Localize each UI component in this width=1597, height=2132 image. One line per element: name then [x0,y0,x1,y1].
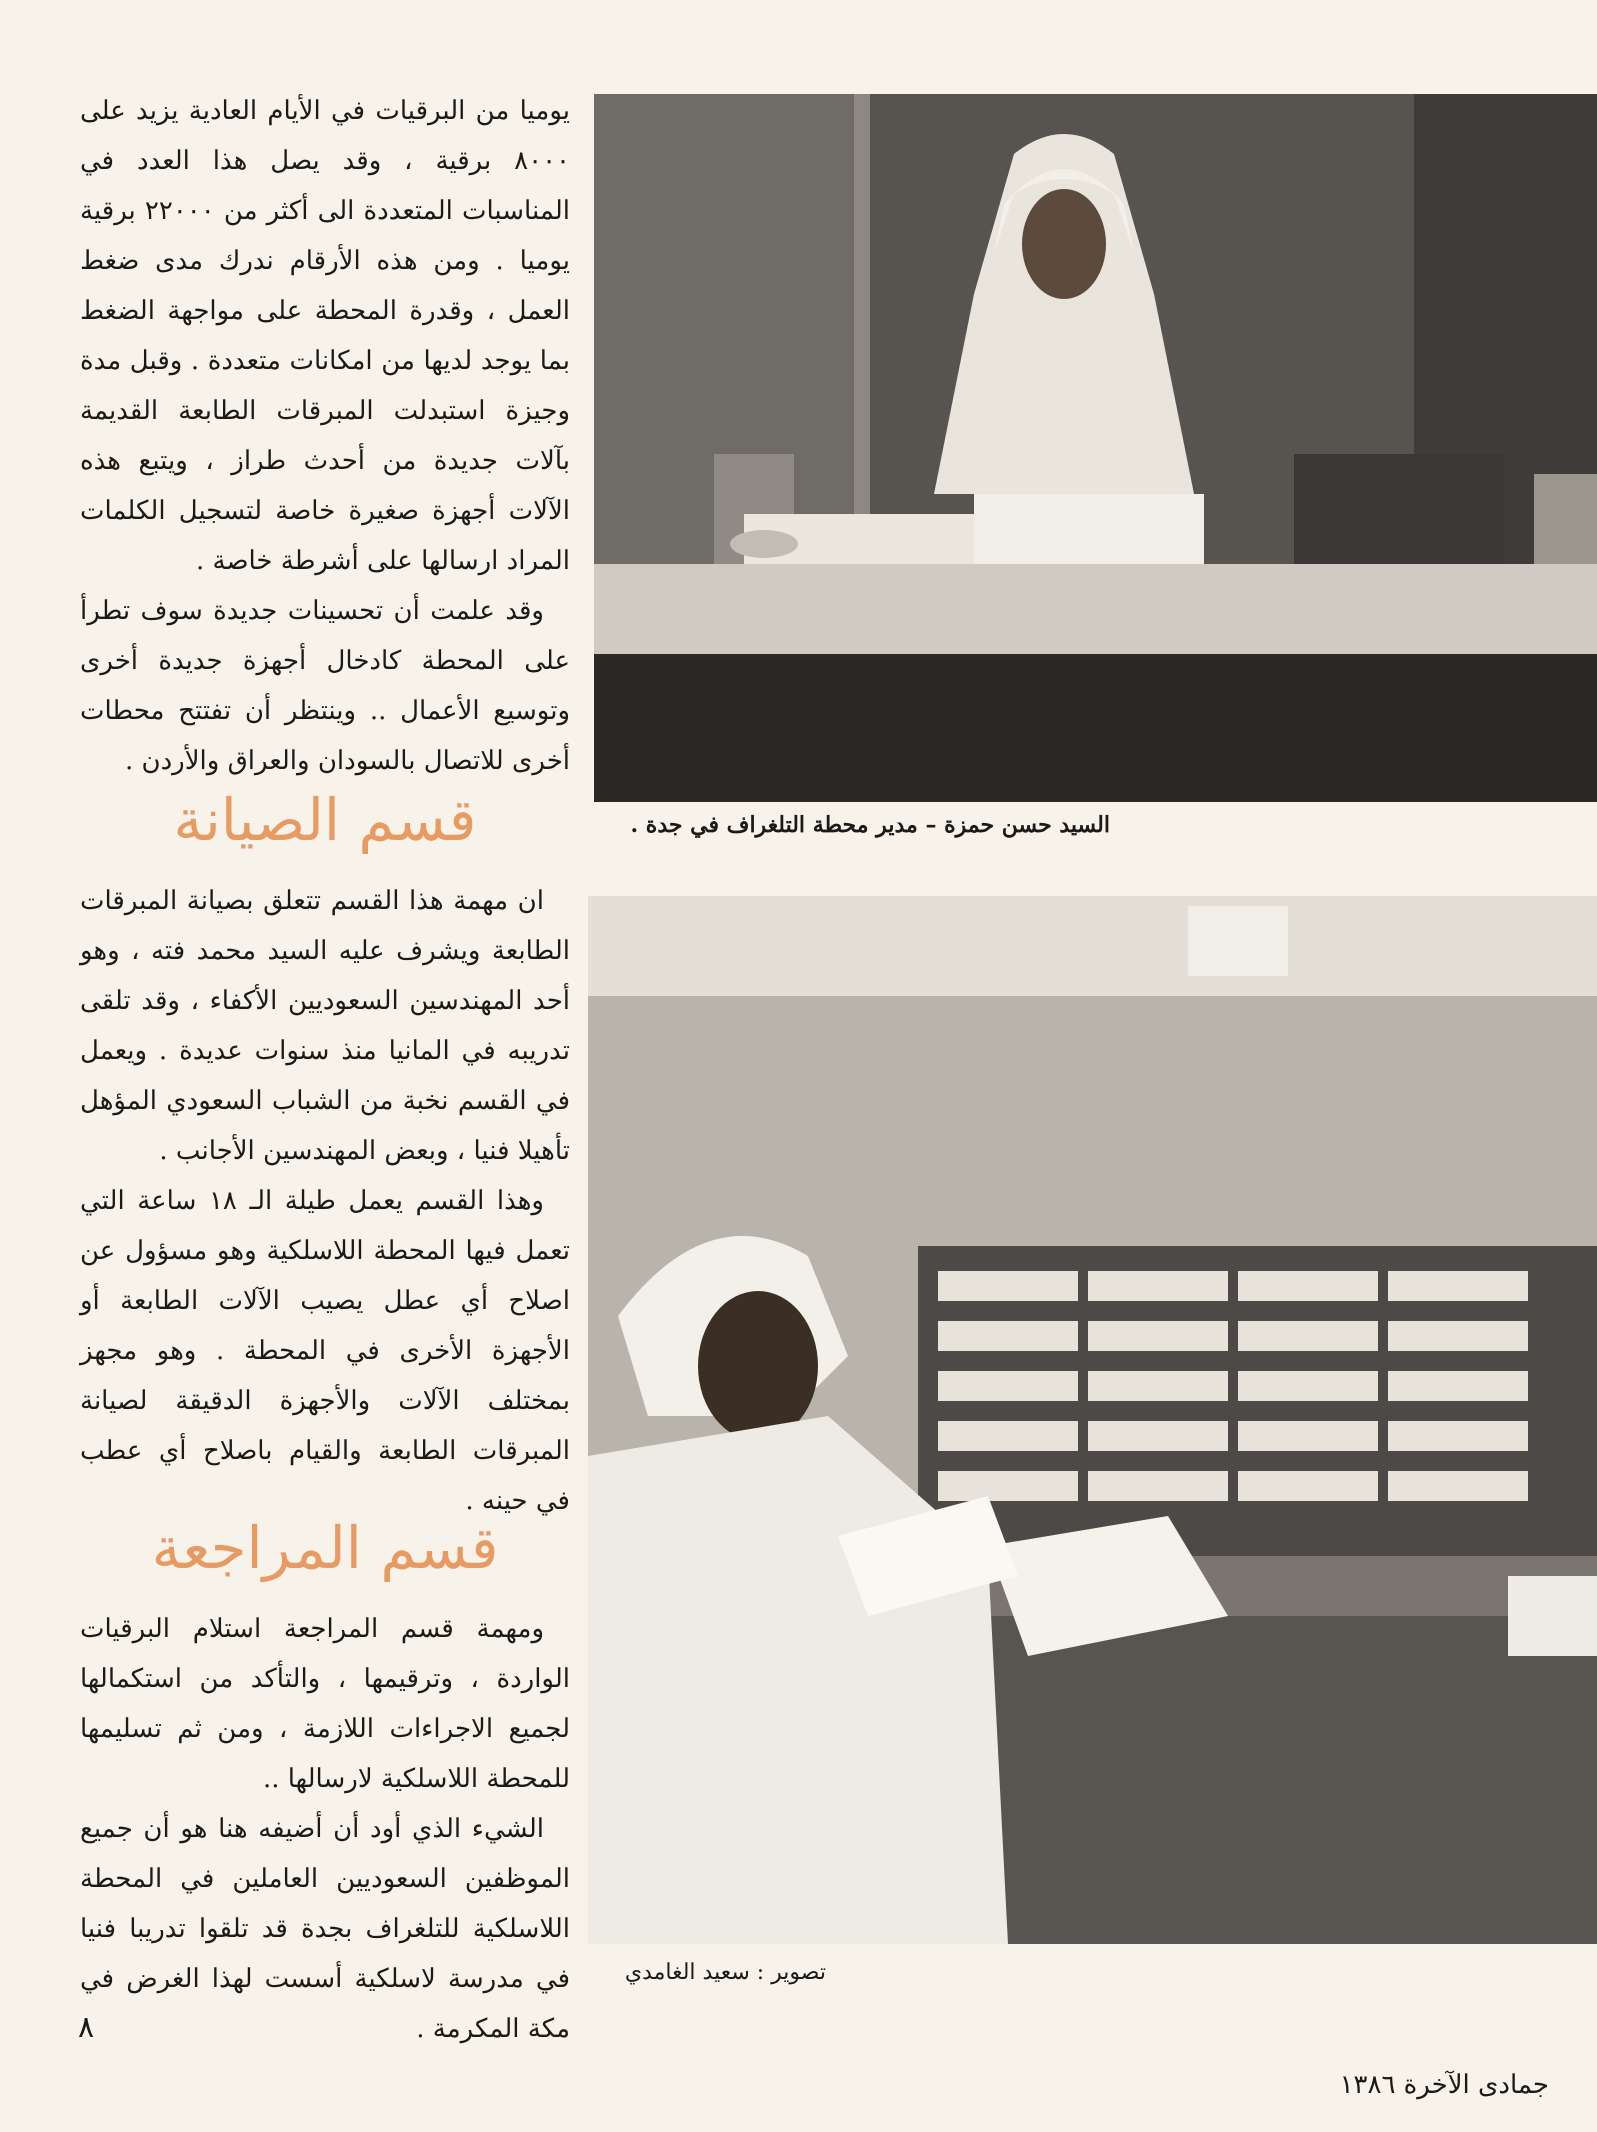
section-heading-review: قسم المراجعة [151,1514,499,1582]
article-column-middle [80,876,570,1526]
photo-credit: تصوير : سعيد الغامدي [624,1960,826,1985]
issue-date: جمادى الآخرة ١٣٨٦ [1339,2070,1549,2100]
section-heading-maintenance: قسم الصيانة [173,786,477,854]
article-paragraph: وهذا القسم يعمل طيلة الـ ١٨ ساعة التي تعمل فيها المحطة اللاسلكية وهو مسؤول عن اصلاح أي عطل يصيب الآلات الطابعة أو الأجهزة الأخرى في المحطة . وهو مجهز بمختلف الآلات والأجهزة الدقيقة لصيانة المبرقات الطابعة والقيام باصلاح أي عطب في حينه . [80,1186,570,1516]
page-number: ٨ [78,2010,95,2045]
article-paragraph: الشيء الذي أود أن أضيفه هنا هو أن جميع الموظفين السعوديين العاملين في المحطة اللاسلكية للتلغراف بجدة قد تلقوا تدريبا فنيا في مدرسة لاسلكية أسست لهذا الغرض في مكة المكرمة . [80,1814,570,2044]
article-column-top [80,86,570,786]
photo-review-clerk-illustration [588,896,1597,1944]
photo-station-director [594,94,1597,802]
article-paragraph: يوميا من البرقيات في الأيام العادية يزيد على ٨٠٠٠ برقية ، وقد يصل هذا العدد في المناسبات المتعددة الى أكثر من ٢٢٠٠٠ برقية يوميا . ومن هذه الأرقام ندرك مدى ضغط العمل ، وقدرة المحطة على مواجهة الضغط بما يوجد لديها من امكانات متعددة . وقبل مدة وجيزة استبدلت المبرقات الطابعة القديمة بآلات جديدة من أحدث طراز ، ويتبع هذه الآلات أجهزة صغيرة خاصة لتسجيل الكلمات المراد ارسالها على أشرطة خاصة . [80,96,570,576]
article-column-bottom [80,1604,570,2054]
page-speck [1243,728,1253,738]
article-paragraph: ومهمة قسم المراجعة استلام البرقيات الواردة ، وترقيمها ، والتأكد من استكمالها لجميع الاجراءات اللازمة ، ومن ثم تسليمها للمحطة اللاسلكية لارسالها .. [80,1614,570,1794]
photo-station-director-illustration [594,94,1597,802]
article-paragraph: وقد علمت أن تحسينات جديدة سوف تطرأ على المحطة كادخال أجهزة جديدة أخرى وتوسيع الأعمال .. وينتظر أن تفتتح محطات أخرى للاتصال بالسودان والعراق والأردن . [80,596,570,776]
photo-review-clerk [588,896,1597,1944]
article-paragraph: ان مهمة هذا القسم تتعلق بصيانة المبرقات الطابعة ويشرف عليه السيد محمد فته ، وهو أحد المهندسين السعوديين الأكفاء ، وقد تلقى تدريبه في المانيا منذ سنوات عديدة . ويعمل في القسم نخبة من الشباب السعودي المؤهل تأهيلا فنيا ، وبعض المهندسين الأجانب . [80,886,570,1166]
photo-caption-director: السيد حسن حمزة – مدير محطة التلغراف في جدة . [630,812,1110,838]
